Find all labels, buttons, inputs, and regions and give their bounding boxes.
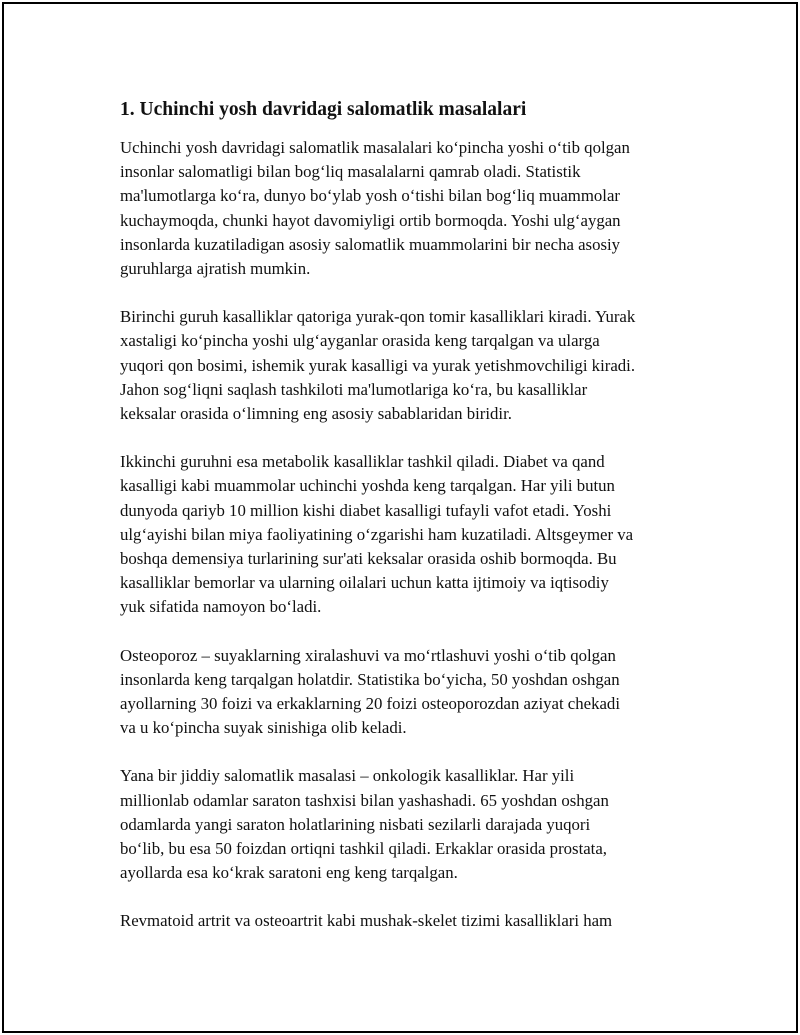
paragraph-musculoskeletal: Revmatoid artrit va osteoartrit kabi mushak-skelet tizimi kasalliklari ham bbox=[120, 911, 613, 931]
paragraph-cardiovascular: Birinchi guruh kasalliklar qatoriga yurak-qon tomir kasalliklari kiradi. Yurak xastaligi ko‘pincha yoshi ulg‘ayganlar orasida keng tarqalgan va ularga yuqori qon bosimi, ishemik yurak kasalligi va yurak yetishmovchiligi kiradi. Jahon sog‘liqni saqlash tashkiloti ma'lumotlariga ko‘ra, bu kasalliklar keksalar orasida o‘limning eng asosiy sabablaridan biridir. bbox=[120, 307, 636, 424]
section-heading: 1. Uchinchi yosh davridagi salomatlik masalalari bbox=[120, 99, 527, 120]
paragraph-intro: Uchinchi yosh davridagi salomatlik masalalari ko‘pincha yoshi o‘tib qolgan insonlar salomatligi bilan bog‘liq masalalarni qamrab oladi. Statistik ma'lumotlarga ko‘ra, dunyo bo‘ylab yosh o‘tishi bilan bog‘liq muammolar kuchaymoqda, chunki hayot davomiyligi ortib bormoqda. Yoshi ulg‘aygan insonlarda kuzatiladigan asosiy salomatlik muammolarini bir necha asosiy guruhlarga ajratish mumkin. bbox=[120, 138, 630, 279]
document-body bbox=[120, 96, 695, 958]
paragraph-oncology: Yana bir jiddiy salomatlik masalasi – onkologik kasalliklar. Har yili millionlab odamlar saraton tashxisi bilan yashashadi. 65 yoshdan oshgan odamlarda yangi saraton holatlarining nisbati sezilarli darajada yuqori bo‘lib, bu esa 50 foizdan ortiqni tashkil qiladi. Erkaklar orasida prostata, ayollarda esa ko‘krak saratoni eng keng tarqalgan. bbox=[120, 766, 609, 883]
paragraph-metabolic: Ikkinchi guruhni esa metabolik kasalliklar tashkil qiladi. Diabet va qand kasalligi kabi muammolar uchinchi yoshda keng tarqalgan. Har yili butun dunyoda qariyb 10 million kishi diabet kasalligi tufayli vafot etadi. Yoshi ulg‘ayishi bilan miya faoliyatining o‘zgarishi ham kuzatiladi. Altsgeymer va boshqa demensiya turlarining sur'ati keksalar orasida oshib bormoqda. Bu kasalliklar bemorlar va ularning oilalari uchun katta ijtimoiy va iqtisodiy yuk sifatida namoyon bo‘ladi. bbox=[120, 452, 634, 617]
paragraph-osteoporosis: Osteoporoz – suyaklarning xiralashuvi va mo‘rtlashuvi yoshi o‘tib qolgan insonlarda keng tarqalgan holatdir. Statistika bo‘yicha, 50 yoshdan oshgan ayollarning 30 foizi va erkaklarning 20 foizi osteoporozdan aziyat chekadi va u ko‘pincha suyak sinishiga olib keladi. bbox=[120, 645, 620, 738]
page-frame bbox=[2, 2, 798, 1033]
